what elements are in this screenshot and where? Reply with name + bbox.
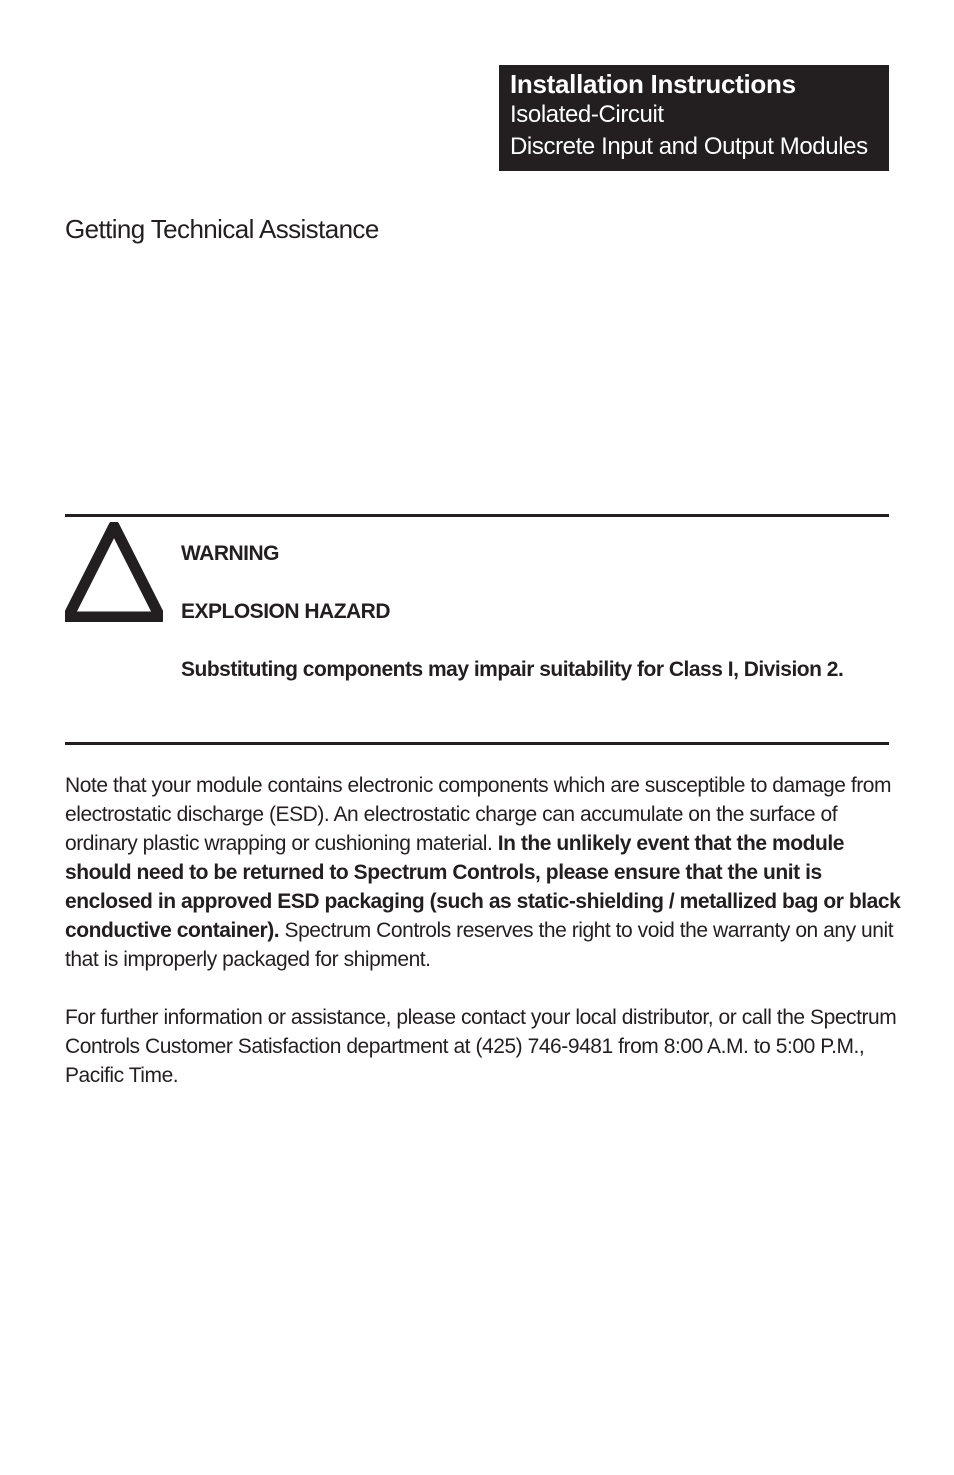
esd-note-line (65, 916, 905, 945)
esd-note-text: Spectrum Controls reserves the right to void the warranty on any unit (279, 919, 894, 942)
warning-hazard-type: EXPLOSION HAZARD (181, 600, 391, 623)
contact-line: Controls Customer Satisfaction department at (425) 746-9481 from 8:00 A.M. to 5:00 P.M., (65, 1035, 865, 1058)
esd-note-line: electrostatic discharge (ESD). An electrostatic charge can accumulate on the surface of (65, 803, 838, 826)
document-subtitle-line-1: Isolated-Circuit (510, 101, 664, 128)
document-subtitle-line-2: Discrete Input and Output Modules (510, 133, 868, 160)
esd-note-line: that is improperly packaged for shipment. (65, 948, 431, 971)
warning-bottom-divider (65, 742, 889, 745)
esd-note-text: ordinary plastic wrapping or cushioning material. (65, 832, 498, 855)
warning-triangle-icon (65, 522, 163, 622)
contact-paragraph (65, 1003, 905, 1090)
contact-line: Pacific Time. (65, 1064, 179, 1087)
esd-note-paragraph (65, 771, 905, 974)
warning-top-divider (65, 514, 889, 517)
esd-note-emphasis: conductive container). (65, 919, 280, 942)
warning-message: Substituting components may impair suitability for Class I, Division 2. (181, 658, 844, 681)
document-title-box (499, 65, 889, 171)
esd-note-emphasis: In the unlikely event that the module (497, 832, 844, 855)
esd-note-line: Note that your module contains electronic components which are susceptible to damage from (65, 774, 892, 797)
contact-line: For further information or assistance, please contact your local distributor, or call the Spectrum (65, 1006, 897, 1029)
warning-label: WARNING (181, 542, 279, 565)
esd-note-emphasis-line: should need to be returned to Spectrum Controls, please ensure that the unit is (65, 861, 822, 884)
esd-note-emphasis-line: enclosed in approved ESD packaging (such as static-shielding / metallized bag or black (65, 890, 901, 913)
document-title: Installation Instructions (510, 69, 796, 99)
section-heading: Getting Technical Assistance (65, 214, 379, 244)
esd-note-line (65, 829, 905, 858)
